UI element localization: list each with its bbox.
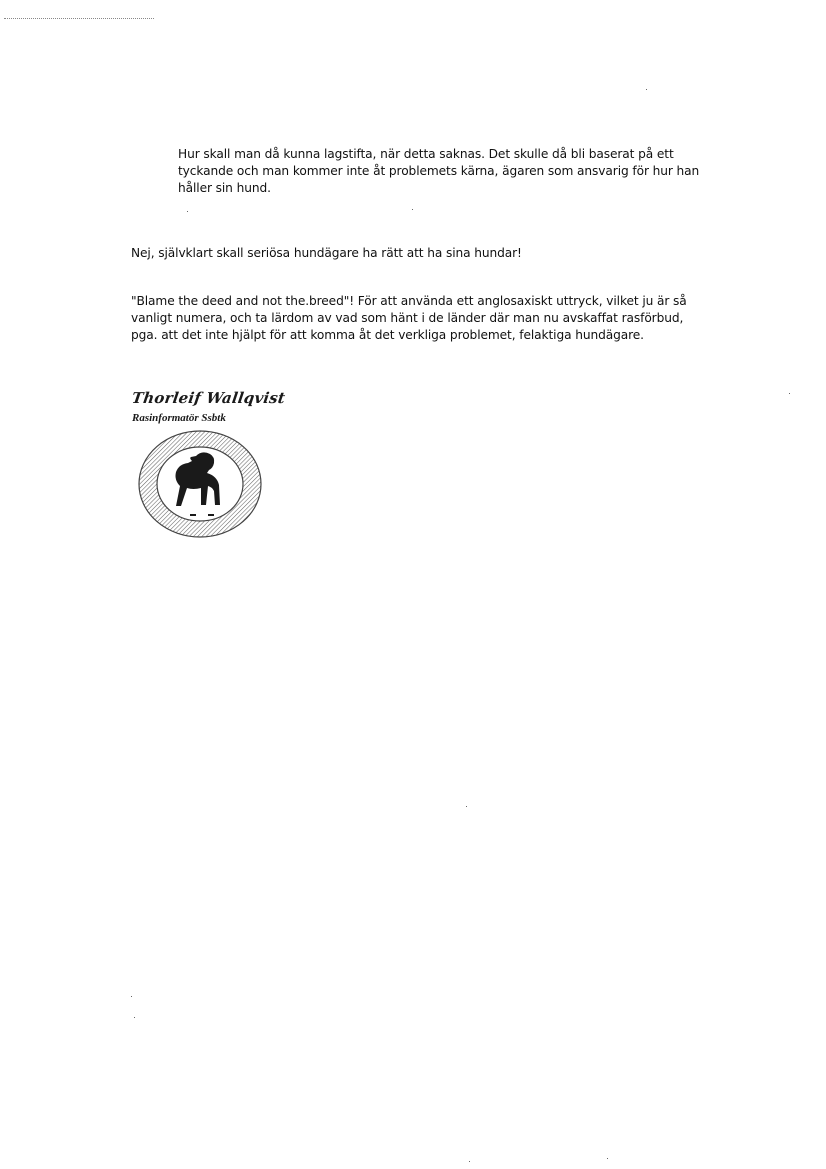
club-seal-dog-icon: [136, 428, 264, 540]
scan-dotted-line: [4, 8, 154, 19]
paragraph-owners-right: Nej, självklart skall seriösa hundägare ha rätt att ha sina hundar!: [131, 246, 522, 260]
scan-speck: [412, 209, 413, 210]
paragraph-legislation: Hur skall man då kunna lagstifta, när detta saknas. Det skulle då bli baserat på ett tyckande och man kommer inte åt problemets kärna, ägaren som ansvarig för hur han håller sin hund.: [178, 147, 700, 195]
scan-speck: [187, 211, 188, 212]
scan-speck: [789, 393, 790, 394]
paragraph-blame-the-deed: "Blame the deed and not the.breed"! För att använda ett anglosaxiskt uttryck, vilket ju är så vanligt numera, och ta lärdom av vad som hänt i de länder där man nu avskaffat rasförbud, pga. att det inte hjälpt för att komma åt det verkliga problemet, felaktiga hundägare.: [131, 294, 687, 342]
scan-speck: [646, 89, 647, 90]
scan-speck: [466, 806, 467, 807]
signature-name: Thorleif Wallqvist: [130, 389, 287, 407]
scan-speck: [131, 996, 132, 997]
scan-speck: [469, 1161, 470, 1162]
signature-title: Rasinformatör Ssbtk: [132, 412, 226, 424]
scan-speck: [607, 1158, 608, 1159]
scan-speck: [134, 1017, 135, 1018]
